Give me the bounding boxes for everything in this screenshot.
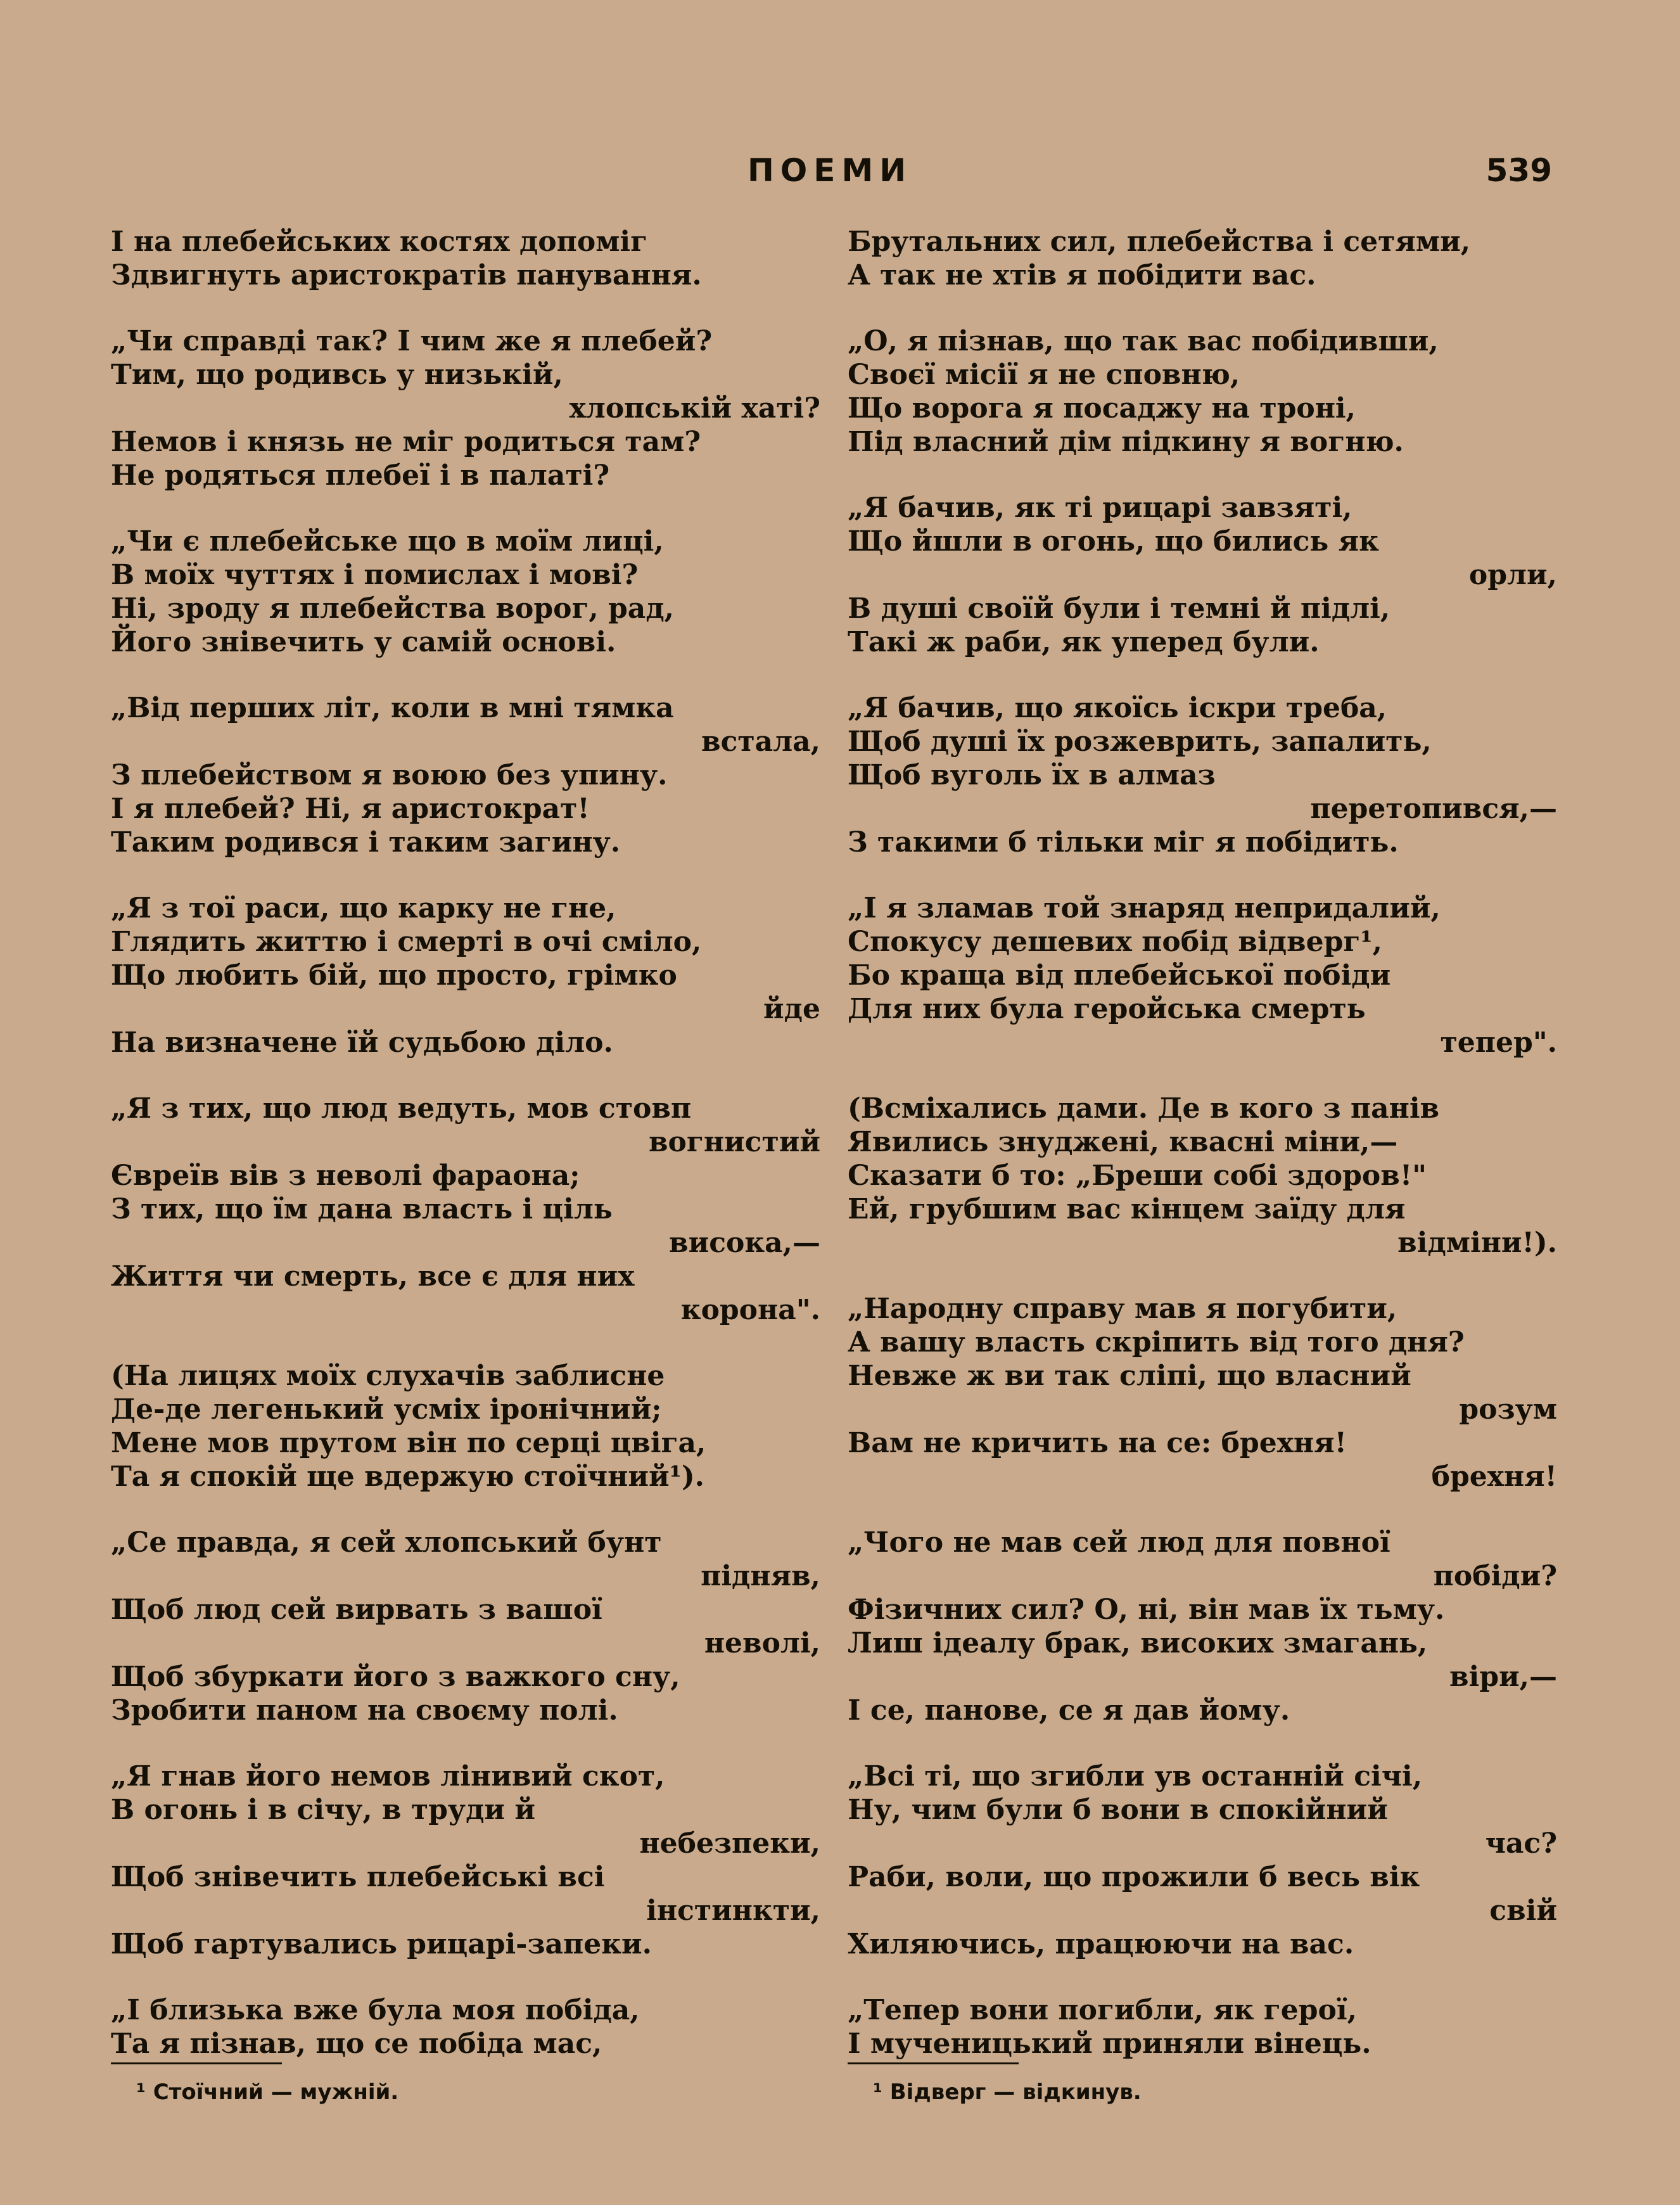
- verse-line: Що любить бій, що просто, грімко: [111, 959, 677, 992]
- verse-line-continuation: тепер".: [1440, 1026, 1557, 1059]
- verse-line: А вашу власть скріпить від того дня?: [848, 1326, 1465, 1358]
- verse-line: В душі своїй були і темні й підлі,: [848, 592, 1390, 625]
- verse-line: Не родяться плебеї і в палаті?: [111, 459, 610, 492]
- verse-line: (Всміхались дами. Де в кого з панів: [848, 1092, 1440, 1125]
- stanza: [111, 1760, 820, 1961]
- verse-line: З плебейством я воюю без упину.: [111, 759, 668, 791]
- verse-line: „Чого не мав сей люд для повної: [848, 1526, 1390, 1559]
- verse-line: Щоб душі їх розжеврить, запалить,: [848, 725, 1432, 758]
- verse-line: „Я гнав його немов лінивий скот,: [111, 1760, 665, 1793]
- verse-line: „О, я пізнав, що так вас побідивши,: [848, 325, 1439, 357]
- verse-line: Тим, що родивсь у низькій,: [111, 359, 563, 391]
- verse-line-continuation: неволі,: [704, 1627, 820, 1659]
- stanza: [848, 691, 1557, 859]
- verse-line-continuation: підняв,: [701, 1560, 820, 1592]
- stanza: [111, 892, 820, 1059]
- verse-line: Раби, воли, що прожили б весь вік: [848, 1861, 1420, 1893]
- verse-line: Щоб люд сей вирвать з вашої: [111, 1594, 602, 1626]
- left-column: [111, 225, 820, 2093]
- stanza: [848, 1292, 1557, 1493]
- verse-line: Бо краща від плебейської побіди: [848, 959, 1391, 992]
- verse-line: „Чи справді так? І чим же я плебей?: [111, 325, 713, 357]
- verse-line: І я плебей? Ні, я аристократ!: [111, 793, 590, 825]
- verse-line: Своєї місії я не сповню,: [848, 359, 1240, 391]
- verse-line-continuation: йде: [763, 993, 820, 1025]
- verse-line: „Я бачив, що якоїсь іскри треба,: [848, 692, 1387, 724]
- stanza: [848, 1760, 1557, 1961]
- verse-line: І мученицький приняли вінець.: [848, 2028, 1371, 2060]
- verse-line: Лиш ідеалу брак, високих змагань,: [848, 1627, 1428, 1659]
- footnote-text: ¹ Відверг — відкинув.: [873, 2080, 1142, 2105]
- verse-line: Що йшли в огонь, що бились як: [848, 525, 1379, 558]
- verse-line: „І я зламав той знаряд непридалий,: [848, 892, 1441, 924]
- verse-line: „Я бачив, як ті рицарі завзяті,: [848, 492, 1352, 524]
- verse-line: Ну, чим були б вони в спокійний: [848, 1794, 1388, 1826]
- stanza: [111, 225, 820, 292]
- verse-line: Євреїв вів з неволі фараона;: [111, 1160, 580, 1192]
- verse-line: І на плебейських костях допоміг: [111, 226, 648, 258]
- verse-line: „Се правда, я сей хлопський бунт: [111, 1526, 662, 1559]
- verse-line: З тих, що їм дана власть і ціль: [111, 1193, 613, 1225]
- verse-line-continuation: інстинкти,: [646, 1895, 820, 1927]
- stanza: [848, 1526, 1557, 1727]
- verse-line: Такі ж раби, як уперед були.: [848, 626, 1320, 658]
- verse-line-continuation: хлопській хаті?: [569, 392, 820, 425]
- footnote-right: [848, 2062, 1481, 2105]
- verse-line: Щоб знівечить плебейські всі: [111, 1861, 605, 1893]
- verse-line: Під власний дім підкину я вогню.: [848, 426, 1404, 458]
- verse-line-continuation: віри,—: [1449, 1661, 1557, 1693]
- stanza: [111, 1993, 820, 2061]
- verse-line: Ей, грубшим вас кінцем заїду для: [848, 1193, 1406, 1225]
- verse-line-continuation: перетопився,—: [1310, 793, 1557, 825]
- verse-line: Сказати б то: „Бреши собі здоров!": [848, 1160, 1427, 1192]
- running-title: ПОЕМИ: [747, 152, 913, 189]
- verse-line: Життя чи смерть, все є для них: [111, 1260, 635, 1293]
- stanza: [848, 491, 1557, 659]
- verse-line: В огонь і в січу, в труди й: [111, 1794, 535, 1826]
- stanza: [111, 525, 820, 659]
- verse-line: Для них була геройська смерть: [848, 993, 1366, 1025]
- verse-line-continuation: брехня!: [1431, 1460, 1557, 1493]
- verse-line: Та я спокій ще вдержую стоїчний¹).: [111, 1460, 704, 1493]
- verse-line: „Народну справу мав я погубити,: [848, 1293, 1397, 1325]
- verse-line: „І близька вже була моя побіда,: [111, 1994, 640, 2026]
- page-number: 539: [1486, 152, 1552, 189]
- verse-line: Хиляючись, працюючи на вас.: [848, 1928, 1354, 1960]
- verse-line: Немов і князь не міг родиться там?: [111, 426, 701, 458]
- verse-line: Що ворога я посаджу на троні,: [848, 392, 1356, 425]
- verse-line: Явились знуджені, квасні міни,—: [848, 1126, 1398, 1158]
- page-header: [108, 152, 1552, 196]
- verse-line: „Тепер вони погибли, як герої,: [848, 1994, 1357, 2026]
- stanza: [111, 324, 820, 492]
- verse-line: Вам не кричить на се: брехня!: [848, 1427, 1347, 1459]
- verse-line: На визначене їй судьбою діло.: [111, 1026, 613, 1059]
- verse-line: Щоб гартувались рицарі-запеки.: [111, 1928, 652, 1960]
- verse-line-continuation: вогнистий: [648, 1126, 820, 1158]
- stanza: [848, 225, 1557, 292]
- verse-line: Де-де легенький усміх іронічний;: [111, 1393, 662, 1426]
- footnote-rule: [111, 2062, 282, 2064]
- verse-line-continuation: корона".: [680, 1294, 820, 1326]
- verse-line: Ні, зроду я плебейства ворог, рад,: [111, 592, 674, 625]
- verse-line: „Чи є плебейське що в моїм лиці,: [111, 525, 664, 558]
- verse-line-continuation: побіди?: [1433, 1560, 1557, 1592]
- verse-line: Здвигнуть аристократів панування.: [111, 259, 702, 291]
- stanza: [848, 1993, 1557, 2061]
- footnote-rule: [848, 2062, 1019, 2064]
- stanza: [111, 1359, 820, 1493]
- verse-line-continuation: встала,: [701, 725, 820, 758]
- stanza: [848, 892, 1557, 1059]
- verse-line: В моїх чуттях і помислах і мові?: [111, 559, 639, 591]
- verse-line: „Я з тої раси, що карку не гне,: [111, 892, 616, 924]
- verse-line: А так не хтів я побідити вас.: [848, 259, 1316, 291]
- stanza: [111, 691, 820, 859]
- verse-line: Щоб вуголь їх в алмаз: [848, 759, 1216, 791]
- stanza: [111, 1092, 820, 1327]
- verse-line: Спокусу дешевих побід відверг¹,: [848, 926, 1382, 958]
- verse-line: Глядить життю і смерті в очі сміло,: [111, 926, 702, 958]
- verse-line: „Від перших літ, коли в мні тямка: [111, 692, 674, 724]
- verse-line: „Всі ті, що згибли ув останній січі,: [848, 1760, 1423, 1793]
- verse-line-continuation: висока,—: [669, 1227, 820, 1259]
- verse-line: З такими б тільки міг я побідить.: [848, 826, 1399, 859]
- verse-line: Таким родився і таким загину.: [111, 826, 621, 859]
- verse-line: Невже ж ви так сліпі, що власний: [848, 1360, 1411, 1392]
- verse-line: Його знівечить у самій основі.: [111, 626, 616, 658]
- right-column: [848, 225, 1557, 2093]
- verse-line: Зробити паном на своєму полі.: [111, 1694, 618, 1727]
- verse-line-continuation: розум: [1459, 1393, 1557, 1426]
- verse-line: Щоб збуркати його з важкого сну,: [111, 1661, 680, 1693]
- verse-line: Та я пізнав, що се побіда мас,: [111, 2028, 602, 2060]
- verse-line-continuation: час?: [1485, 1827, 1557, 1860]
- verse-line: Мене мов прутом він по серці цвіга,: [111, 1427, 706, 1459]
- stanza: [848, 1092, 1557, 1260]
- verse-line: „Я з тих, що люд ведуть, мов стовп: [111, 1092, 692, 1125]
- verse-line: Фізичних сил? О, ні, він мав їх тьму.: [848, 1594, 1445, 1626]
- verse-line: (На лицях моїх слухачів заблисне: [111, 1360, 665, 1392]
- stanza: [111, 1526, 820, 1727]
- stanza: [848, 324, 1557, 459]
- verse-line-continuation: небезпеки,: [639, 1827, 820, 1860]
- verse-line: І се, панове, се я дав йому.: [848, 1694, 1290, 1727]
- verse-line-continuation: свій: [1489, 1895, 1557, 1927]
- footnote-text: ¹ Стоїчний — мужній.: [136, 2080, 399, 2105]
- footnote-left: [111, 2062, 744, 2105]
- verse-line-continuation: орли,: [1468, 559, 1557, 591]
- verse-line: Брутальних сил, плебейства і сетями,: [848, 226, 1471, 258]
- verse-line-continuation: відміни!).: [1397, 1227, 1557, 1259]
